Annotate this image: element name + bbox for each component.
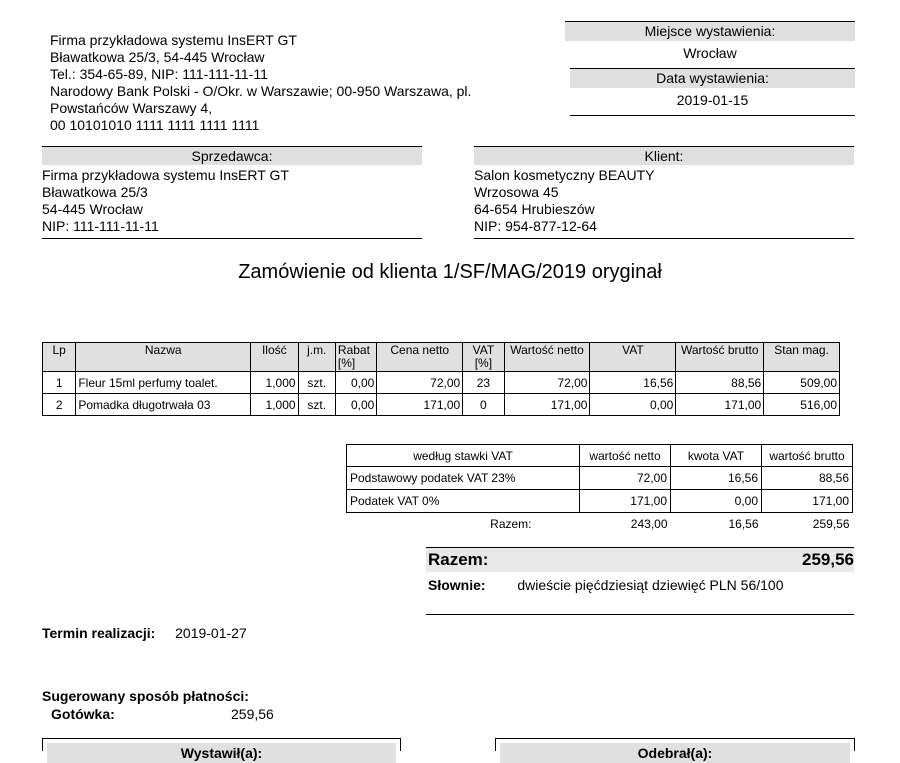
- issuer-signature-label: Wystawił(a):: [47, 743, 396, 763]
- vat-col-rate: według stawki VAT: [347, 445, 580, 467]
- cell-net-price: 171,00: [377, 394, 463, 416]
- cell-discount: 0,00: [335, 372, 376, 394]
- cell-net-value: 72,00: [504, 372, 590, 394]
- cell-name: Pomadka długotrwała 03: [76, 394, 251, 416]
- vat-cell-rate: Podstawowy podatek VAT 23%: [347, 467, 580, 490]
- vat-total-net: 243,00: [630, 517, 668, 531]
- cell-net-value: 171,00: [504, 394, 590, 416]
- divider: [426, 614, 854, 615]
- grand-total-bar: [426, 547, 854, 572]
- vat-cell-net: 72,00: [580, 467, 671, 490]
- cell-unit: szt.: [298, 394, 335, 416]
- col-name: Nazwa: [76, 343, 251, 372]
- issue-meta-box: [565, 21, 855, 116]
- payment-method-label: Gotówka:: [51, 706, 115, 722]
- payment-method-value: 259,56: [231, 706, 274, 722]
- table-row: [43, 394, 840, 416]
- cell-gross-value: 88,56: [676, 372, 764, 394]
- payment-label: Sugerowany sposób płatności:: [42, 688, 249, 704]
- vat-cell-gross: 171,00: [762, 490, 853, 513]
- seller-block: [42, 146, 422, 239]
- cell-unit: szt.: [298, 372, 335, 394]
- col-gross-value: Wartość brutto: [676, 343, 764, 372]
- vat-col-vat: kwota VAT: [671, 445, 762, 467]
- vat-col-gross: wartość brutto: [762, 445, 853, 467]
- grand-total-value: 259,56: [802, 550, 854, 569]
- cell-lp: 2: [43, 394, 76, 416]
- col-discount: Rabat [%]: [335, 343, 376, 372]
- col-net-value: Wartość netto: [504, 343, 590, 372]
- amount-in-words: [428, 577, 784, 593]
- vat-total-row: [347, 513, 853, 536]
- items-table: [42, 342, 840, 416]
- issuer-signature-box: [42, 738, 401, 761]
- vat-cell-vat: 0,00: [671, 490, 762, 513]
- date-label: Data wystawienia:: [570, 68, 855, 88]
- cell-qty: 1,000: [251, 394, 298, 416]
- receiver-signature-box: [495, 738, 855, 761]
- issuer-line: Firma przykładowa systemu InsERT GT: [50, 32, 297, 48]
- issuer-line: Bławatkowa 25/3, 54-445 Wrocław: [50, 49, 265, 65]
- issuer-line: Powstańców Warszawy 4,: [50, 100, 213, 116]
- cell-vat: 0,00: [590, 394, 676, 416]
- seller-line: Bławatkowa 25/3: [42, 184, 148, 200]
- cell-vat-rate: 23: [463, 372, 504, 394]
- seller-label: Sprzedawca:: [42, 146, 422, 165]
- vat-col-net: wartość netto: [580, 445, 671, 467]
- table-row: [347, 490, 853, 513]
- cell-net-price: 72,00: [377, 372, 463, 394]
- client-block: [474, 146, 854, 239]
- cell-lp: 1: [43, 372, 76, 394]
- col-unit: j.m.: [298, 343, 335, 372]
- delivery-label: Termin realizacji:: [42, 625, 156, 641]
- cell-discount: 0,00: [335, 394, 376, 416]
- vat-cell-vat: 16,56: [671, 467, 762, 490]
- place-value: Wrocław: [683, 45, 737, 61]
- issuer-block: [50, 32, 471, 134]
- cell-vat: 16,56: [590, 372, 676, 394]
- vat-total-vat: 16,56: [728, 517, 759, 531]
- vat-summary-table: [346, 444, 853, 535]
- vat-total-gross: 259,56: [812, 517, 850, 531]
- delivery-value: 2019-01-27: [175, 625, 247, 641]
- place-label: Miejsce wystawienia:: [565, 21, 855, 41]
- cell-qty: 1,000: [251, 372, 298, 394]
- cell-stock: 516,00: [764, 394, 840, 416]
- seller-line: 54-445 Wrocław: [42, 201, 143, 217]
- col-vat: VAT: [590, 343, 676, 372]
- client-line: Wrzosowa 45: [474, 184, 559, 200]
- seller-line: NIP: 111-111-11-11: [42, 218, 159, 234]
- client-label: Klient:: [474, 146, 854, 165]
- issuer-line: Narodowy Bank Polski - O/Okr. w Warszawie; 00-950 Warszawa, pl.: [50, 83, 472, 99]
- col-net-price: Cena netto: [377, 343, 463, 372]
- table-row: [43, 372, 840, 394]
- vat-total-label: Razem:: [490, 517, 532, 531]
- payment-block: [42, 687, 274, 723]
- client-line: 64-654 Hrubieszów: [474, 201, 595, 217]
- vat-cell-gross: 88,56: [762, 467, 853, 490]
- cell-gross-value: 171,00: [676, 394, 764, 416]
- grand-total-label: Razem:: [428, 550, 489, 569]
- words-label: Słownie:: [428, 577, 486, 593]
- col-vat-rate: VAT [%]: [463, 343, 504, 372]
- date-value: 2019-01-15: [570, 88, 855, 116]
- col-lp: Lp: [43, 343, 76, 372]
- words-value: dwieście pięćdziesiąt dziewięć PLN 56/100: [517, 577, 784, 593]
- cell-name: Fleur 15ml perfumy toalet.: [76, 372, 251, 394]
- vat-header-row: [347, 445, 853, 467]
- items-header-row: [43, 343, 840, 372]
- cell-stock: 509,00: [764, 372, 840, 394]
- issuer-line: 00 10101010 1111 1111 1111 1111: [50, 117, 260, 133]
- cell-vat-rate: 0: [463, 394, 504, 416]
- delivery-term: [42, 625, 247, 641]
- client-line: NIP: 954-877-12-64: [474, 218, 597, 234]
- col-qty: Ilość: [251, 343, 298, 372]
- vat-cell-rate: Podatek VAT 0%: [347, 490, 580, 513]
- receiver-signature-label: Odebrał(a):: [500, 743, 850, 763]
- vat-cell-net: 171,00: [580, 490, 671, 513]
- document-title: Zamówienie od klienta 1/SF/MAG/2019 oryginał: [238, 261, 662, 283]
- client-line: Salon kosmetyczny BEAUTY: [474, 167, 655, 183]
- seller-line: Firma przykładowa systemu InsERT GT: [42, 167, 289, 183]
- issuer-line: Tel.: 354-65-89, NIP: 111-111-11-11: [50, 66, 268, 82]
- table-row: [347, 467, 853, 490]
- col-stock: Stan mag.: [764, 343, 840, 372]
